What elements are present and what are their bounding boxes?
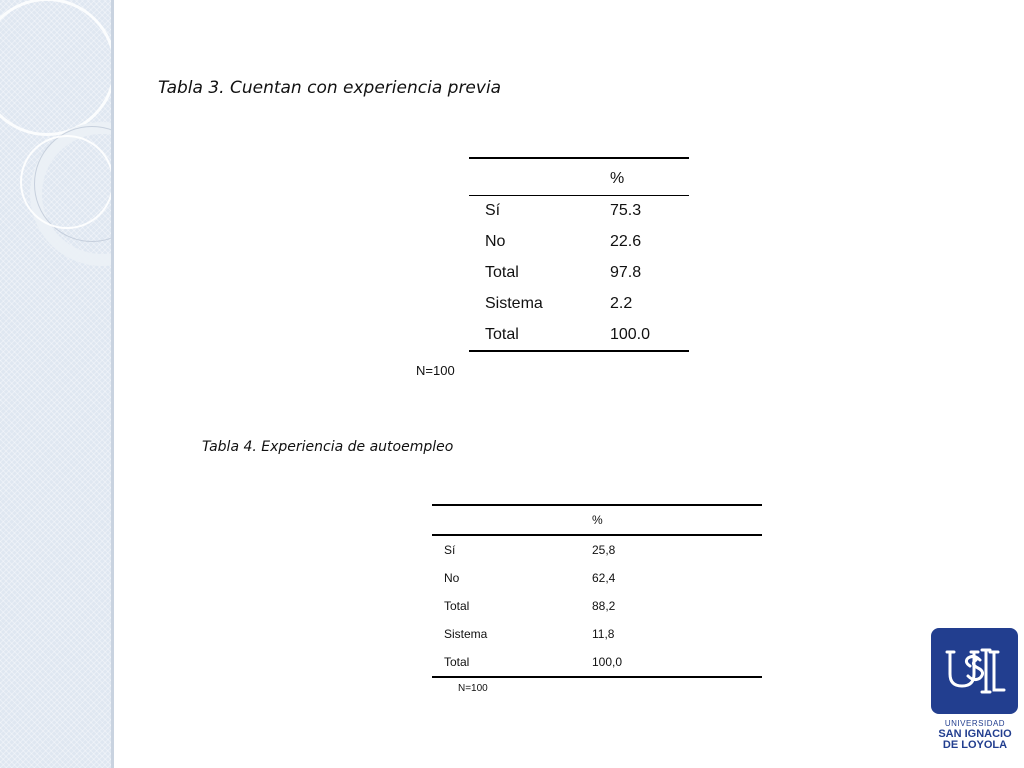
table4-cell-value: 62,4 — [592, 571, 616, 585]
table4-header-row — [432, 505, 762, 535]
table-row — [469, 258, 689, 289]
table4-header-cell: % — [592, 513, 603, 527]
table4-cell-value: 88,2 — [592, 599, 616, 613]
table3-cell-label: No — [485, 233, 506, 251]
table-row — [469, 227, 689, 258]
usil-logo — [931, 628, 1018, 714]
table3-cell-value: 22.6 — [609, 233, 642, 251]
table3-cell-value: 2.2 — [609, 294, 633, 312]
table3-cell-label: Sí — [485, 202, 501, 220]
table3-caption: Tabla 3. Cuentan con experiencia previa — [158, 78, 502, 98]
table4 — [432, 504, 762, 678]
table-row — [469, 319, 689, 351]
table3-cell-value: 100.0 — [609, 325, 651, 343]
table4-caption: Tabla 4. Experiencia de autoempleo — [202, 439, 454, 455]
table3-cell-label: Sistema — [485, 294, 543, 312]
table4-cell-label: Sistema — [444, 627, 488, 641]
table4-cell-value: 25,8 — [592, 543, 616, 557]
table3-cell-value: 97.8 — [609, 263, 642, 281]
table4-cell-value: 11,8 — [592, 627, 615, 641]
decorative-sidebar — [0, 0, 114, 768]
table-row — [432, 620, 762, 648]
table3-cell-label: Total — [485, 325, 519, 343]
table4-cell-value: 100,0 — [592, 655, 623, 669]
table4-cell-label: Total — [444, 655, 470, 669]
table3-note: N=100 — [416, 363, 455, 378]
usil-logo-text — [928, 718, 1022, 751]
usil-monogram-icon — [940, 636, 1010, 706]
table4-cell-label: Sí — [444, 543, 456, 557]
table3-header-row — [469, 158, 689, 196]
table-row — [432, 564, 762, 592]
table4-note: N=100 — [458, 683, 488, 694]
logo-line-3: DE LOYOLA — [942, 739, 1008, 751]
logo-line-1: UNIVERSIDAD — [944, 719, 1006, 728]
table3 — [469, 157, 689, 352]
table3-header-cell — [469, 158, 596, 196]
table-row — [469, 288, 689, 319]
table4-cell-label: Total — [444, 599, 470, 613]
table-row — [432, 535, 762, 564]
table3-cell-value: 75.3 — [609, 202, 642, 220]
table3-header-cell: % — [609, 170, 625, 187]
logo-line-2: SAN IGNACIO — [938, 728, 1012, 740]
table-row — [432, 592, 762, 620]
table3-cell-label: Total — [485, 263, 519, 281]
table4-header-cell — [432, 505, 592, 535]
table-row — [432, 648, 762, 677]
decorative-ring — [0, 0, 114, 136]
table-row — [469, 196, 689, 227]
decorative-ring — [20, 135, 114, 229]
table4-cell-label: No — [444, 571, 460, 585]
